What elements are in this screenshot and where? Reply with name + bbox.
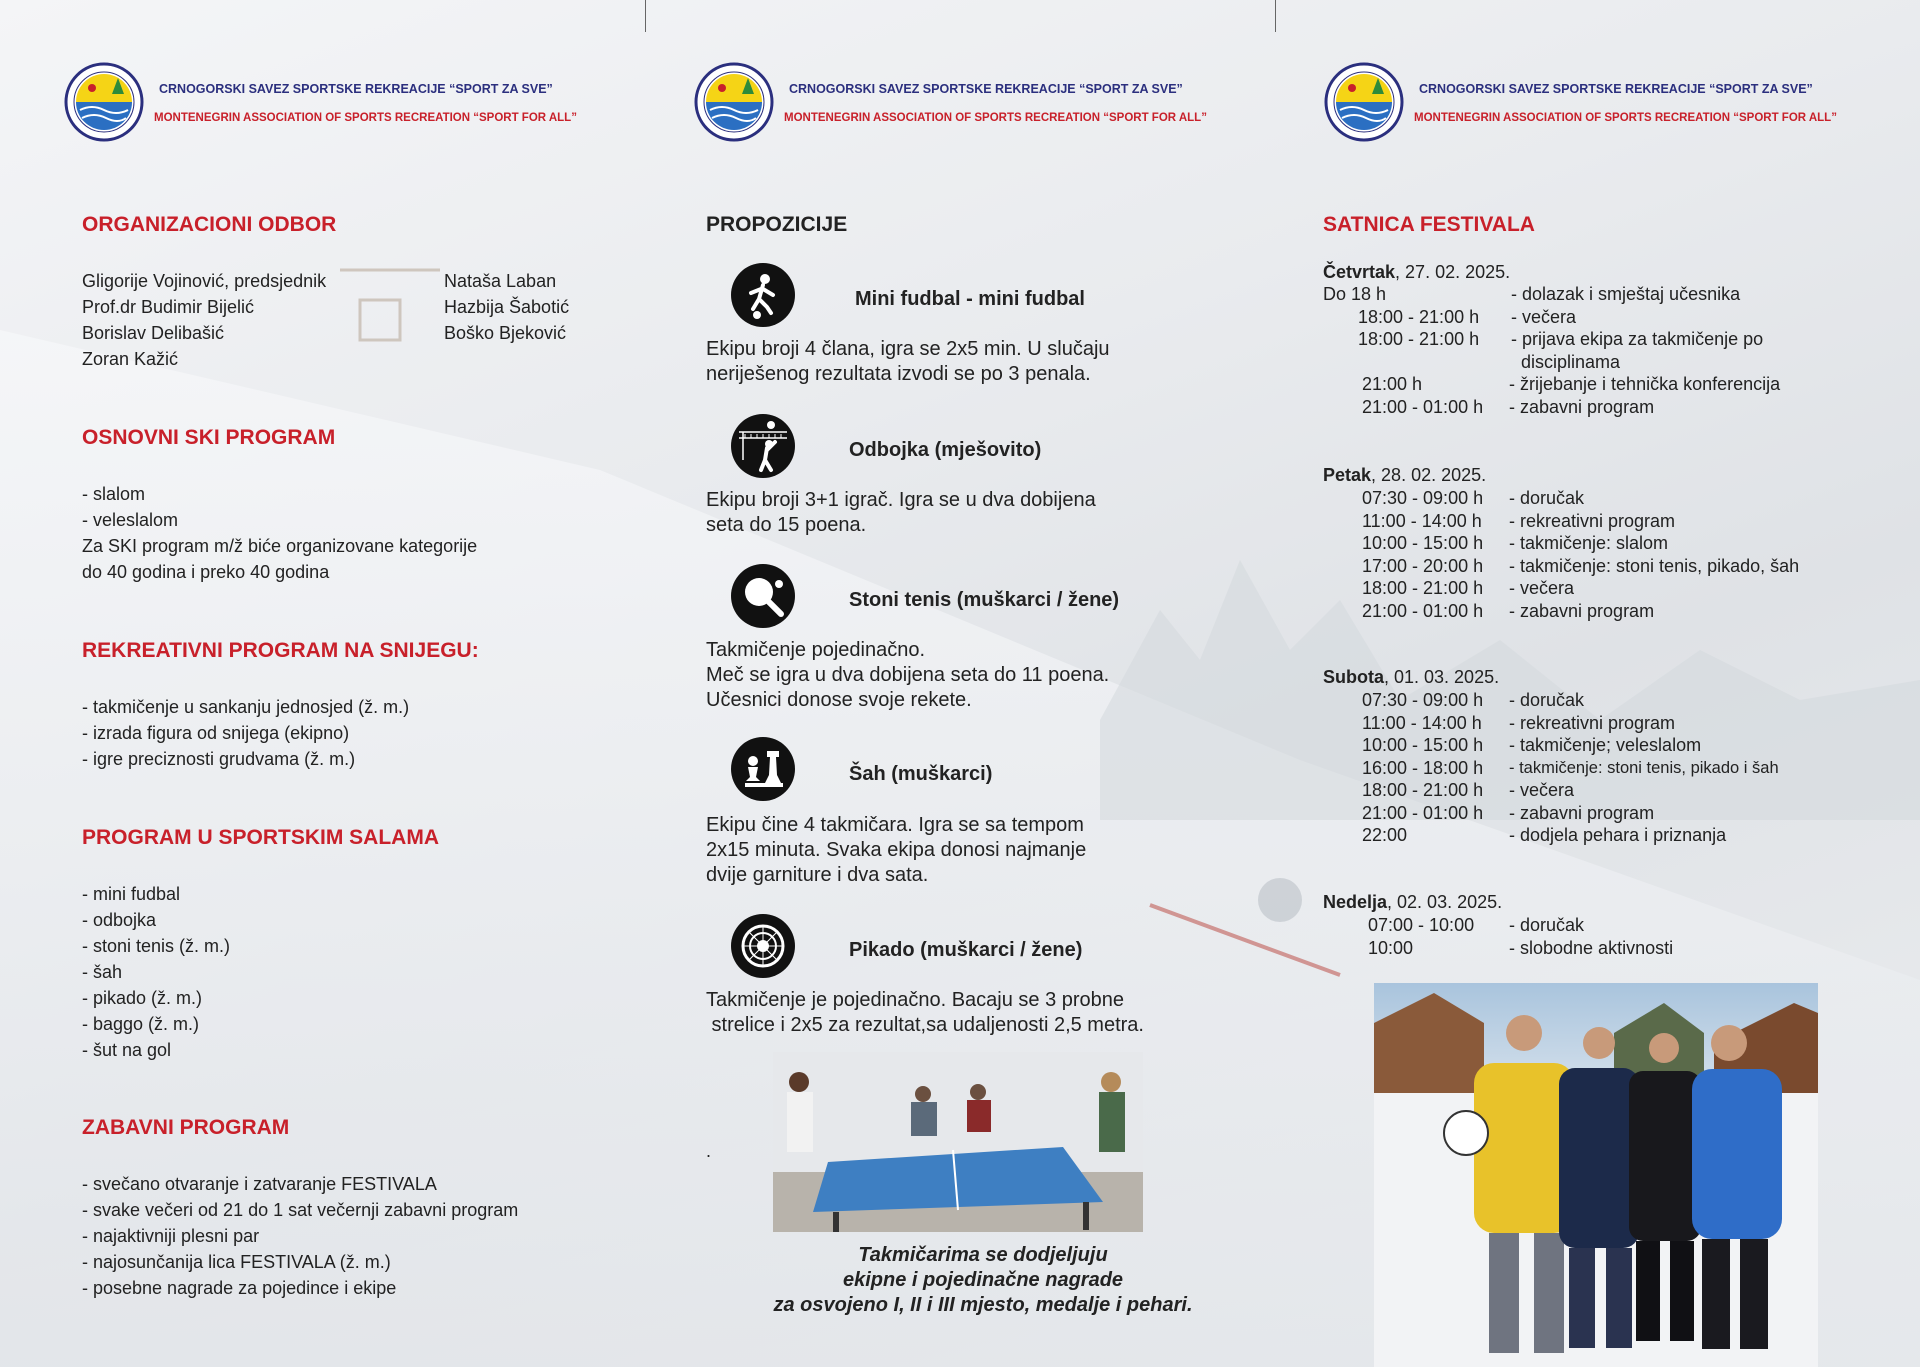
- list-item: - svake večeri od 21 do 1 sat večernji zabavni program: [82, 1200, 519, 1220]
- schedule-activity: - zabavni program: [1509, 600, 1655, 621]
- committee-member: Hazbija Šabotić: [444, 297, 570, 317]
- schedule-activity: - večera: [1509, 780, 1575, 800]
- schedule-time: 07:30 - 09:00 h: [1362, 488, 1484, 508]
- schedule-title: SATNICA FESTIVALA: [1323, 213, 1535, 236]
- volleyball-player-icon: [731, 414, 795, 478]
- prize-line: za osvojeno I, II i III mjesto, medalje i pehari.: [773, 1294, 1193, 1316]
- desc-line: neriješenog rezultata izvodi se po 3 penala.: [706, 363, 1091, 385]
- list-item: - pikado (ž. m.): [82, 988, 203, 1008]
- list-item: - posebne nagrade za pojedince i ekipe: [82, 1278, 397, 1298]
- committee-member: Gligorije Vojinović, predsjednik: [82, 271, 327, 291]
- schedule-time: 21:00 h: [1362, 374, 1423, 394]
- list-item: - šut na gol: [82, 1040, 172, 1060]
- list-item: - šah: [82, 962, 123, 982]
- committee-member: Boško Bjeković: [444, 323, 567, 343]
- day-heading: [1323, 667, 1499, 688]
- org-header: [1324, 62, 1884, 146]
- day-name: Četvrtak: [1323, 262, 1396, 282]
- sport-for-all-logo-icon: [694, 62, 774, 142]
- chess-icon: [731, 737, 795, 801]
- sport-title: Mini fudbal - mini fudbal: [855, 288, 1085, 310]
- list-item: - svečano otvaranje i zatvaranje FESTIVALA: [82, 1174, 437, 1194]
- committee-member: Zoran Kažić: [82, 349, 179, 369]
- schedule-activity: - takmičenje; veleslalom: [1509, 735, 1702, 755]
- panel-schedule: [1320, 0, 1900, 1367]
- day-heading: [1323, 892, 1502, 913]
- schedule-activity: - takmičenje: slalom: [1509, 533, 1669, 553]
- desc-line: Ekipu broji 4 člana, igra se 2x5 min. U slučaju: [706, 338, 1110, 360]
- day-name: Petak: [1323, 465, 1372, 485]
- halls-program-title: PROGRAM U SPORTSKIM SALAMA: [82, 826, 439, 849]
- desc-line: Ekipu broji 3+1 igrač. Igra se u dva dobijena: [706, 489, 1096, 511]
- org-name-me: CRNOGORSKI SAVEZ SPORTSKE REKREACIJE “SPORT ZA SVE”: [789, 82, 1183, 96]
- org-name-en: MONTENEGRIN ASSOCIATION OF SPORTS RECREATION “SPORT FOR ALL”: [784, 112, 1207, 124]
- desc-line: 2x15 minuta. Svaka ekipa donosi najmanje: [706, 839, 1087, 861]
- sport-title: Šah (muškarci): [849, 763, 993, 785]
- desc-line: seta do 15 poena.: [706, 514, 867, 536]
- schedule-time: 17:00 - 20:00 h: [1362, 555, 1484, 576]
- table-tennis-icon: [731, 564, 795, 628]
- rules-title: PROPOZICIJE: [706, 213, 848, 236]
- darts-icon: [731, 914, 795, 978]
- list-item: - baggo (ž. m.): [82, 1014, 200, 1034]
- schedule-activity: - prijava ekipa za takmičenje po: [1511, 329, 1764, 349]
- sport-title: Stoni tenis (muškarci / žene): [849, 589, 1120, 611]
- day-date: , 02. 03. 2025.: [1387, 892, 1503, 912]
- schedule-activity: - doručak: [1509, 488, 1585, 508]
- schedule-time: 11:00 - 14:00 h: [1362, 712, 1482, 733]
- schedule-activity: - zabavni program: [1509, 396, 1655, 417]
- desc-line: Takmičenje pojedinačno.: [706, 639, 926, 661]
- desc-line: Meč se igra u dva dobijena seta do 11 poena.: [706, 664, 1110, 686]
- day-name: Subota: [1323, 667, 1384, 687]
- org-name-me: CRNOGORSKI SAVEZ SPORTSKE REKREACIJE “SPORT ZA SVE”: [159, 82, 553, 96]
- list-item: - mini fudbal: [82, 884, 181, 904]
- day-date: , 01. 03. 2025.: [1384, 667, 1500, 687]
- sport-for-all-logo-icon: [64, 62, 144, 142]
- schedule-time: 22:00: [1362, 825, 1408, 845]
- committee-member: Prof.dr Budimir Bijelić: [82, 297, 255, 317]
- prize-line: ekipne i pojedinačne nagrade: [842, 1269, 1124, 1291]
- schedule-activity: - rekreativni program: [1509, 712, 1676, 733]
- fun-program-title: ZABAVNI PROGRAM: [82, 1116, 290, 1139]
- schedule-activity: disciplinama: [1511, 351, 1621, 372]
- stray-dot: .: [706, 1141, 712, 1161]
- schedule-time: 18:00 - 21:00 h: [1358, 306, 1480, 327]
- list-item: do 40 godina i preko 40 godina: [82, 562, 330, 582]
- day-date: , 27. 02. 2025.: [1395, 262, 1511, 282]
- committee-member: Nataša Laban: [444, 271, 557, 291]
- schedule-time: 18:00 - 21:00 h: [1362, 578, 1484, 598]
- list-item: - odbojka: [82, 910, 157, 930]
- schedule-activity: - doručak: [1509, 690, 1585, 710]
- halls-program-list: [82, 881, 230, 1063]
- org-name-me: CRNOGORSKI SAVEZ SPORTSKE REKREACIJE “SPORT ZA SVE”: [1419, 82, 1813, 96]
- desc-line: Učesnici donose svoje rekete.: [706, 689, 972, 711]
- committee-list-1: [82, 268, 326, 372]
- football-player-icon: [731, 263, 795, 327]
- fold-mark: [645, 0, 646, 32]
- snow-program-title: REKREATIVNI PROGRAM NA SNIJEGU:: [82, 639, 479, 662]
- sport-title: Pikado (muškarci / žene): [849, 939, 1083, 961]
- schedule-activity: - večera: [1509, 578, 1575, 598]
- schedule-time: 10:00: [1368, 937, 1414, 958]
- schedule-activity: - rekreativni program: [1509, 510, 1676, 531]
- table-tennis-photo: [773, 1052, 1143, 1232]
- schedule-activity: - dodjela pehara i priznanja: [1509, 825, 1727, 845]
- fold-mark: [1275, 0, 1276, 32]
- day-heading: [1323, 262, 1510, 283]
- day-name: Nedelja: [1323, 892, 1388, 912]
- schedule-time: 07:30 - 09:00 h: [1362, 690, 1484, 710]
- panel-organization: [60, 0, 620, 1367]
- ski-program-list: [82, 481, 477, 585]
- list-item: - takmičenje u sankanju jednosjed (ž. m.): [82, 697, 410, 717]
- sport-description: [706, 488, 1096, 538]
- list-item: Za SKI program m/ž biće organizovane kategorije: [82, 536, 478, 556]
- schedule-activity: - dolazak i smještaj učesnika: [1511, 284, 1741, 304]
- panel-rules: [690, 0, 1250, 1367]
- schedule-activity: - žrijebanje i tehnička konferencija: [1509, 374, 1781, 394]
- snow-program-list: [82, 694, 409, 772]
- list-item: - stoni tenis (ž. m.): [82, 936, 231, 956]
- list-item: - najosunčanija lica FESTIVALA (ž. m.): [82, 1252, 391, 1272]
- schedule-activity: - takmičenje: stoni tenis, pikado, šah: [1509, 555, 1800, 576]
- sport-description: [706, 337, 1110, 387]
- schedule-time: 10:00 - 15:00 h: [1362, 735, 1484, 755]
- org-name-en: MONTENEGRIN ASSOCIATION OF SPORTS RECREATION “SPORT FOR ALL”: [1414, 112, 1837, 124]
- ski-program-title: OSNOVNI SKI PROGRAM: [82, 426, 336, 449]
- list-item: - slalom: [82, 484, 146, 504]
- schedule-activity: - takmičenje: stoni tenis, pikado i šah: [1509, 758, 1779, 777]
- schedule-activity: - večera: [1511, 306, 1577, 327]
- sport-for-all-logo-icon: [1324, 62, 1404, 142]
- schedule-time: 18:00 - 21:00 h: [1362, 780, 1484, 800]
- desc-line: Takmičenje je pojedinačno. Bacaju se 3 probne: [706, 989, 1125, 1011]
- org-committee-title: ORGANIZACIONI ODBOR: [82, 213, 337, 236]
- sport-description: [706, 813, 1086, 888]
- schedule-time: 21:00 - 01:00 h: [1362, 396, 1484, 417]
- sport-description: [706, 988, 1144, 1038]
- schedule-activity: - zabavni program: [1509, 802, 1655, 823]
- schedule-time: 11:00 - 14:00 h: [1362, 510, 1482, 531]
- schedule-activity: - doručak: [1509, 915, 1585, 935]
- list-item: - igre preciznosti grudvama (ž. m.): [82, 749, 356, 769]
- desc-line: strelice i 2x5 za rezultat,sa udaljenosti 2,5 metra.: [706, 1014, 1144, 1036]
- schedule-time: 10:00 - 15:00 h: [1362, 533, 1484, 553]
- schedule-time: 21:00 - 01:00 h: [1362, 802, 1484, 823]
- committee-member: Borislav Delibašić: [82, 323, 225, 343]
- org-header: [694, 62, 1254, 146]
- schedule-activity: - slobodne aktivnosti: [1509, 937, 1674, 958]
- org-header: [64, 62, 624, 146]
- list-item: - najaktivniji plesni par: [82, 1226, 260, 1246]
- committee-list-2: [444, 268, 569, 346]
- schedule-time: 07:00 - 10:00: [1368, 915, 1475, 935]
- prizes-text: [706, 1243, 1260, 1318]
- schedule-time: Do 18 h: [1323, 284, 1387, 304]
- list-item: - izrada figura od snijega (ekipno): [82, 723, 350, 743]
- sport-description: [706, 638, 1109, 713]
- desc-line: dvije garniture i dva sata.: [706, 864, 929, 886]
- org-name-en: MONTENEGRIN ASSOCIATION OF SPORTS RECREATION “SPORT FOR ALL”: [154, 112, 577, 124]
- prize-line: Takmičarima se dodjeljuju: [858, 1244, 1108, 1266]
- group-photo: [1374, 983, 1818, 1367]
- fun-program-list: [82, 1171, 518, 1301]
- day-heading: [1323, 465, 1486, 486]
- schedule-time: 18:00 - 21:00 h: [1358, 329, 1480, 349]
- day-date: , 28. 02. 2025.: [1371, 465, 1487, 485]
- desc-line: Ekipu čine 4 takmičara. Igra se sa tempom: [706, 814, 1084, 836]
- sport-title: Odbojka (mješovito): [849, 439, 1042, 461]
- schedule-time: 16:00 - 18:00 h: [1362, 757, 1484, 778]
- list-item: - veleslalom: [82, 510, 179, 530]
- schedule-time: 21:00 - 01:00 h: [1362, 600, 1484, 621]
